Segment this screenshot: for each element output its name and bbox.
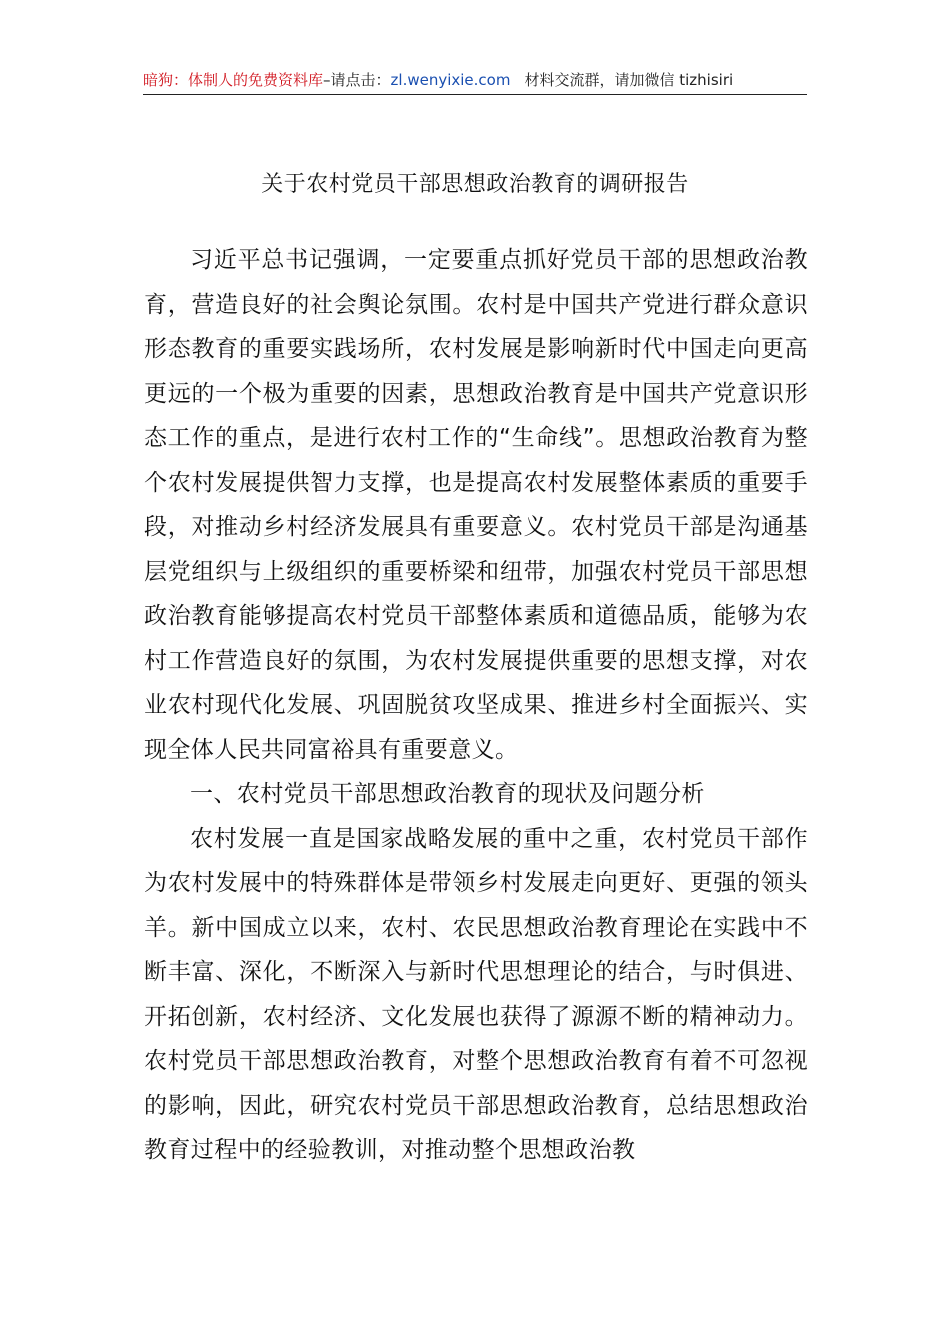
header-link[interactable]: zl.wenyixie.com xyxy=(390,71,511,89)
document-body xyxy=(144,238,808,1173)
section-heading-1: 一、农村党员干部思想政治教育的现状及问题分析 xyxy=(190,781,705,807)
paragraph-intro: 习近平总书记强调，一定要重点抓好党员干部的思想政治教育，营造良好的社会舆论氛围。农村是中国共产党进行群众意识形态教育的重要实践场所，农村发展是影响新时代中国走向更高更远的一个极为重要的因素，思想政治教育是中国共产党意识形态工作的重点，是进行农村工作的“生命线”。思想政治教育为整个农村发展提供智力支撑，也是提高农村发展整体素质的重要手段，对推动乡村经济发展具有重要意义。农村党员干部是沟通基层党组织与上级组织的重要桥梁和纽带，加强农村党员干部思想政治教育能够提高农村党员干部整体素质和道德品质，能够为农村工作营造良好的氛围，为农村发展提供重要的思想支撑，对农业农村现代化发展、巩固脱贫攻坚成果、推进乡村全面振兴、实现全体人民共同富裕具有重要意义。 xyxy=(144,247,808,763)
header-group-note: 材料交流群，请加微信 tizhisiri xyxy=(524,71,734,89)
paragraph-section-1: 农村发展一直是国家战略发展的重中之重，农村党员干部作为农村发展中的特殊群体是带领乡村发展走向更好、更强的领头羊。新中国成立以来，农村、农民思想政治教育理论在实践中不断丰富、深化，不断深入与新时代思想理论的结合，与时俱进、开拓创新，农村经济、文化发展也获得了源源不断的精神动力。农村党员干部思想政治教育，对整个思想政治教育有着不可忽视的影响，因此，研究农村党员干部思想政治教育，总结思想政治教育过程中的经验教训，对推动整个思想政治教 xyxy=(144,825,808,1163)
page-header xyxy=(143,68,807,95)
header-link-prefix: –请点击： xyxy=(323,71,391,89)
header-brand: 暗狗：体制人的免费资料库 xyxy=(143,71,324,89)
document-title: 关于农村党员干部思想政治教育的调研报告 xyxy=(261,172,689,197)
